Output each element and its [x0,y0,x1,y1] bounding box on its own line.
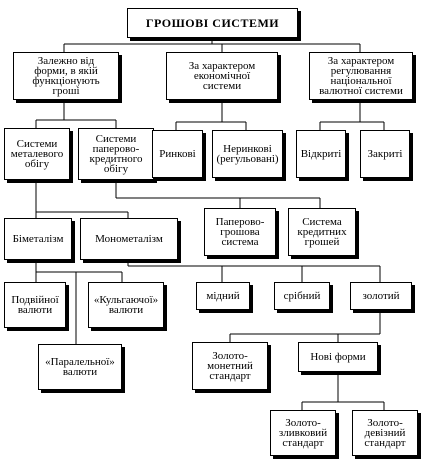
criterion-money-form: Залежно від форми, в якій функціонують гроші [13,52,119,100]
node-metal-circulation: Системи металевого обігу [4,128,70,180]
node-new-forms: Нові форми [298,342,378,372]
node-limping-currency: «Кульгаючої» валюти [88,282,164,328]
node-paper-credit-circulation: Системи паперово- кредитного обігу [78,128,154,180]
criterion-currency-regulation: За характером регулювання національної валютної системи [309,52,413,100]
node-parallel-currency: «Паралельної» валюти [38,344,122,390]
node-open: Відкриті [296,130,346,178]
criterion-economic-system: За характером економічної системи [166,52,278,100]
node-gold-exchange-standard: Золото- девізний стандарт [352,410,418,456]
node-paper-money-system: Паперово- грошова система [204,208,276,256]
node-double-currency: Подвійної валюти [4,282,66,328]
node-market: Ринкові [152,130,203,178]
node-bimetallism: Біметалізм [4,218,72,260]
node-copper: мідний [196,282,250,310]
node-nonmarket: Неринкові (регульовані) [212,130,283,178]
node-gold-bullion-standard: Золото- зливковий стандарт [270,410,336,456]
diagram-title: ГРОШОВІ СИСТЕМИ [127,8,298,38]
node-gold: золотий [350,282,412,310]
node-monometallism: Монометалізм [80,218,178,260]
node-silver: срібний [274,282,330,310]
node-credit-money-system: Система кредитних грошей [288,208,356,256]
node-gold-coin-standard: Золото- монетний стандарт [192,342,268,390]
node-closed: Закриті [360,130,410,178]
